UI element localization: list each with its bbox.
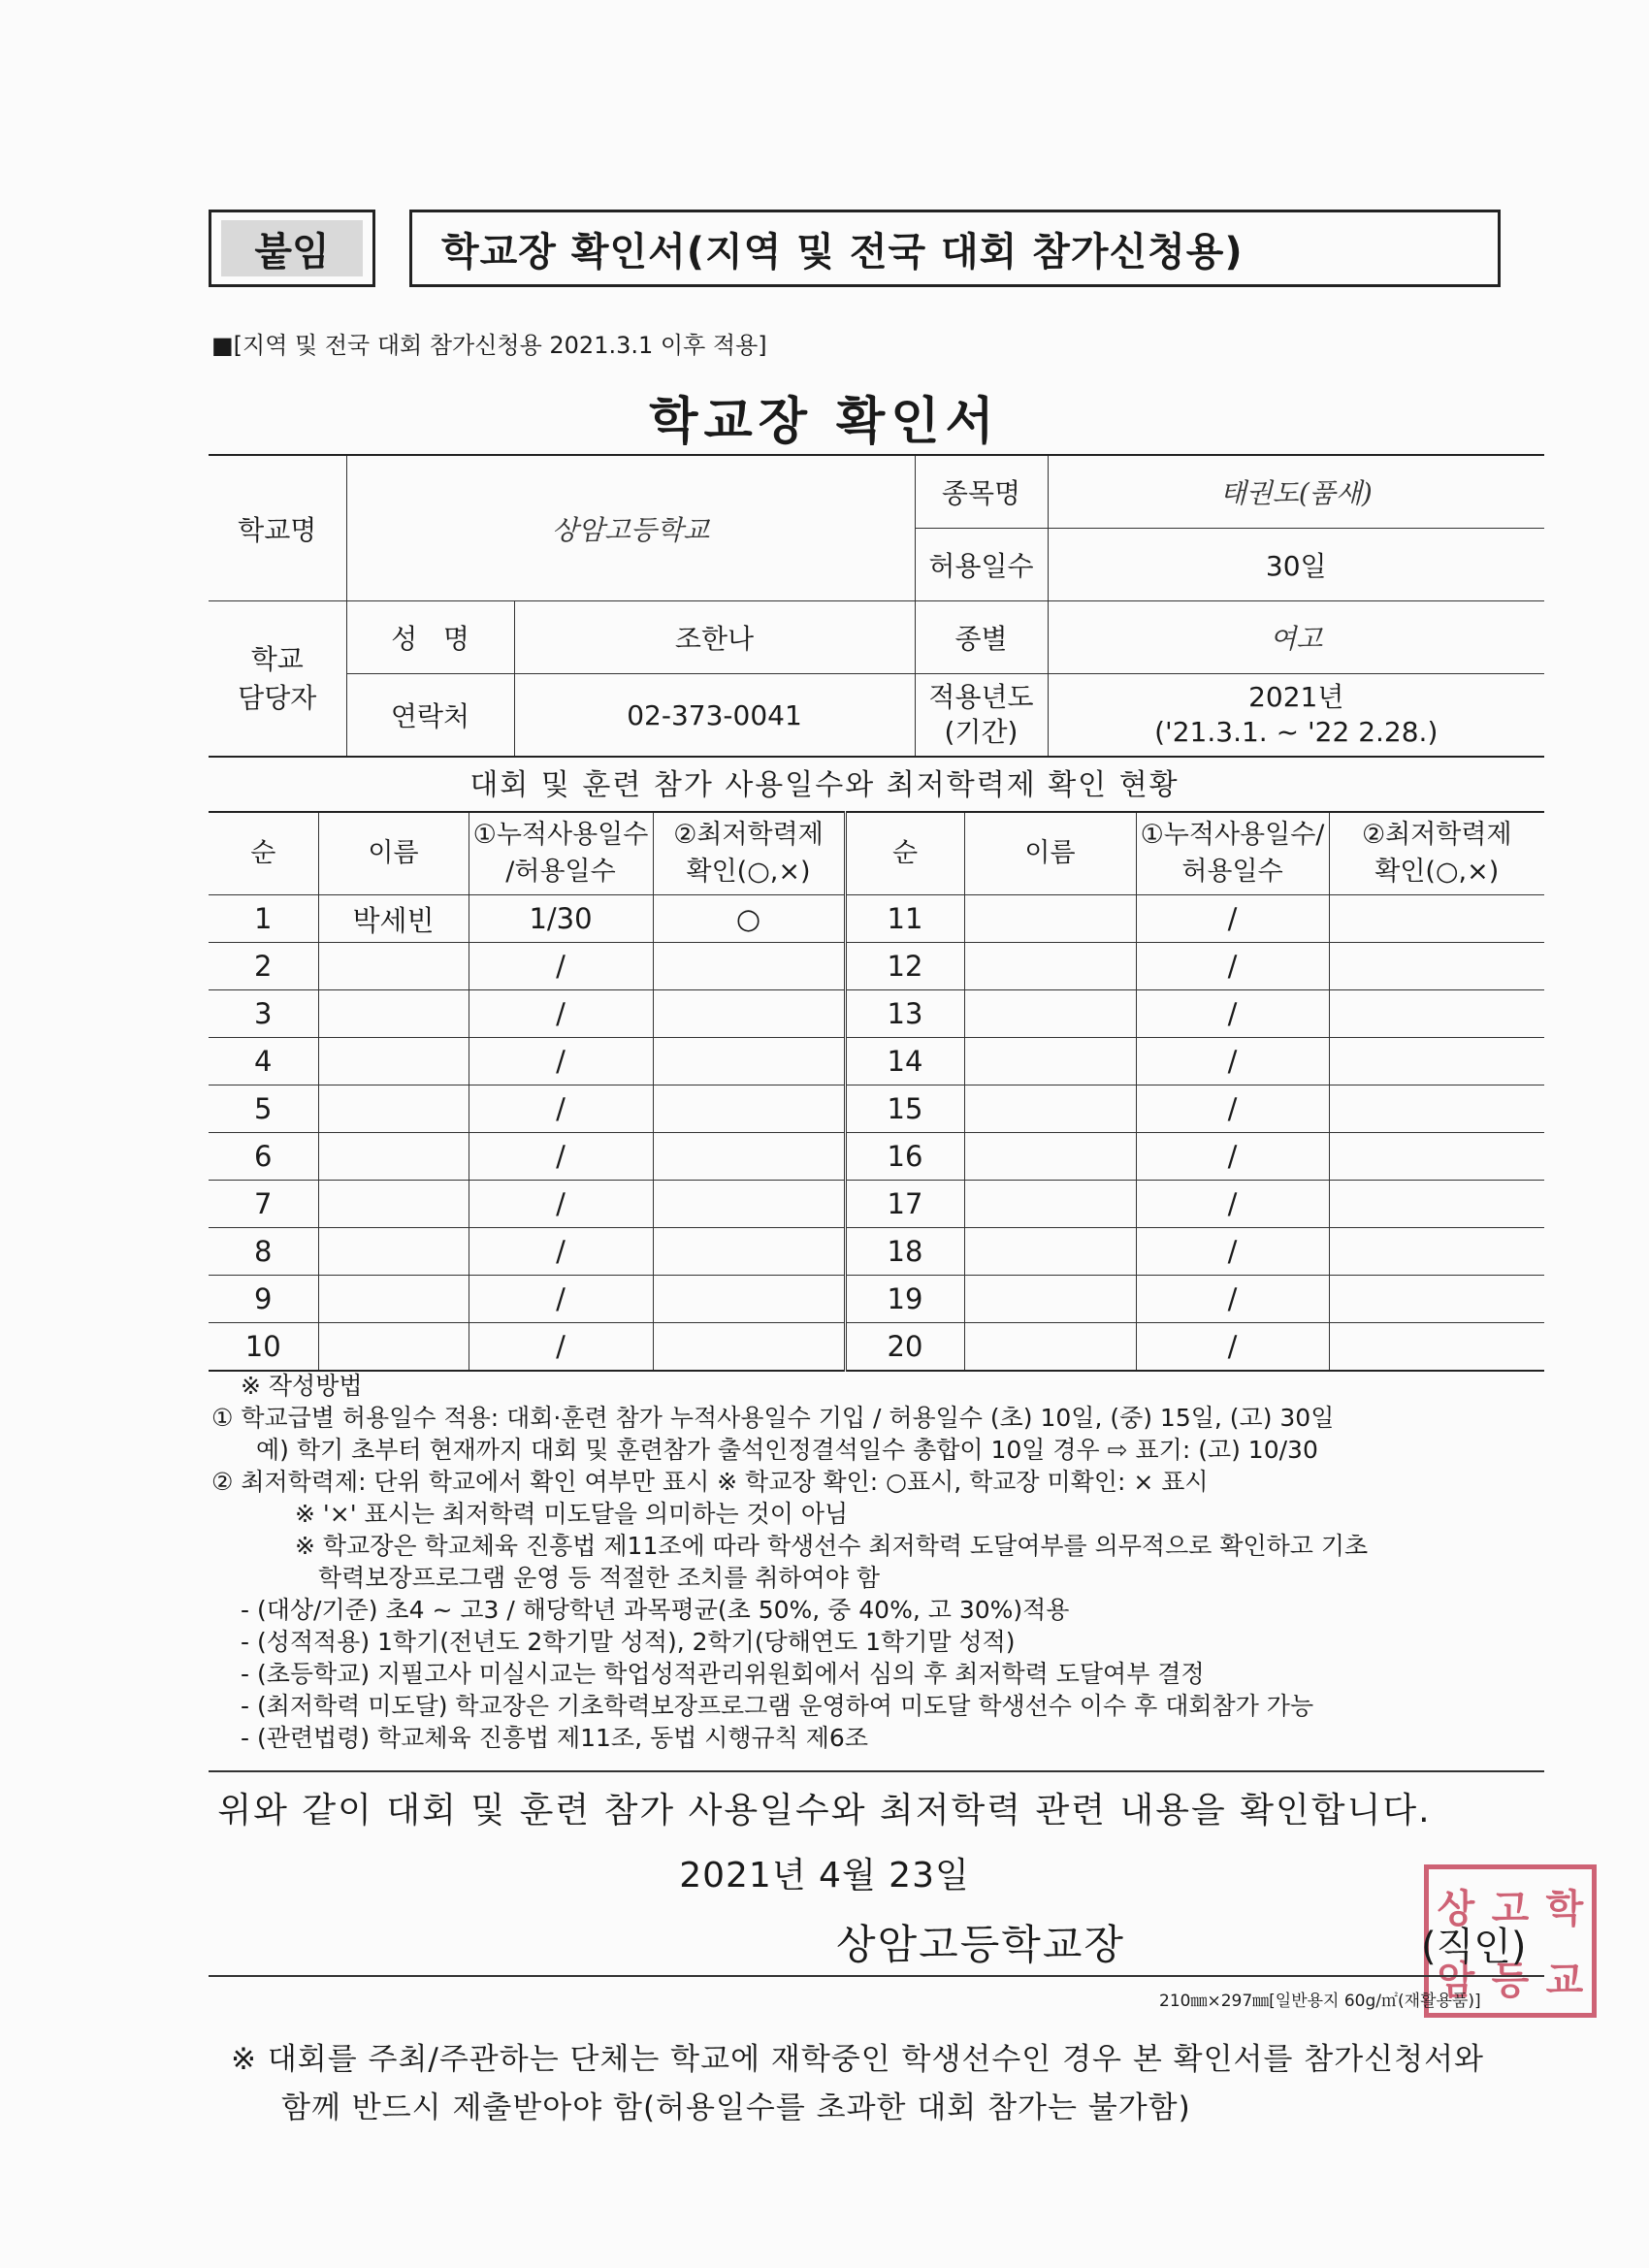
manager-label: 학교 담당자 [209,601,346,758]
row-check [1329,1276,1544,1323]
table-row [209,1323,1544,1372]
row-check [1329,943,1544,990]
col-header-days-2: ①누적사용일수/ 허용일수 [1136,812,1329,895]
page-title: 학교장 확인서 [649,393,1000,451]
footer-note [231,2035,1484,2132]
row-days: / [469,943,653,990]
confirmation-statement: 위와 같이 대회 및 훈련 참가 사용일수와 최저학력 관련 내용을 확인합니다. [217,1791,1432,1831]
table-row [209,1276,1544,1323]
seal-char: 등 [1491,1958,1530,2003]
row-name [964,1133,1136,1181]
col-header-check-2: ②최저학력제 확인(○,×) [1329,812,1544,895]
row-name [318,1038,469,1085]
row-days: / [1136,990,1329,1038]
table-row [209,943,1544,990]
table-row [209,1038,1544,1085]
note-detail-1: - (대상/기준) 초4 ~ 고3 / 해당학년 과목평균(초 50%, 중 40%, 고 30%)적용 [241,1596,1070,1624]
row-days: / [1136,1038,1329,1085]
row-number: 20 [845,1323,964,1372]
paper-spec: 210㎜×297㎜[일반용지 60g/㎡(재활용품)] [1159,1992,1481,2011]
row-number: 4 [209,1038,318,1085]
contact-label: 연락처 [346,674,514,758]
row-name: 박세빈 [318,895,469,943]
row-number: 6 [209,1133,318,1181]
table-row [209,895,1544,943]
row-name [964,1181,1136,1228]
category-label: 종별 [915,601,1048,674]
contact-value: 02-373-0041 [514,674,915,758]
seal-char: 암 [1437,1958,1475,2003]
row-number: 2 [209,943,318,990]
event-value: 태권도(품새) [1048,455,1544,529]
row-days: / [1136,1181,1329,1228]
row-days: / [1136,895,1329,943]
row-number: 15 [845,1085,964,1133]
row-name [318,990,469,1038]
row-check [653,1181,845,1228]
manager-name-label: 성 명 [346,601,514,674]
applicability-note: ■[지역 및 전국 대회 참가신청용 2021.3.1 이후 적용] [211,332,767,359]
divider-bottom [209,1975,1544,1977]
row-name [964,1228,1136,1276]
year-label: 적용년도 (기간) [915,674,1048,758]
row-days: / [469,1133,653,1181]
school-name-label: 학교명 [209,455,346,601]
row-number: 1 [209,895,318,943]
table-row [209,1228,1544,1276]
row-number: 17 [845,1181,964,1228]
row-check [653,1038,845,1085]
col-header-no: 순 [209,812,318,895]
notes-heading: ※ 작성방법 [241,1372,363,1400]
note-detail-4: - (최저학력 미도달) 학교장은 기초학력보장프로그램 운영하여 미도달 학생선수 이수 후 대회참가 가능 [241,1692,1314,1720]
row-check: ○ [653,895,845,943]
row-name [318,1133,469,1181]
seal-char: 교 [1545,1958,1584,2003]
row-days: / [469,1085,653,1133]
row-days: / [1136,943,1329,990]
row-days: / [469,1038,653,1085]
row-name [318,1228,469,1276]
footer-line-1: ※ 대회를 주최/주관하는 단체는 학교에 재학중인 학생선수인 경우 본 확인서를 참가신청서와 [231,2042,1484,2077]
row-number: 19 [845,1276,964,1323]
form-title: 학교장 확인서(지역 및 전국 대회 참가신청용) [409,210,1501,287]
year-value: 2021년 ('21.3.1. ~ '22 2.28.) [1048,674,1544,758]
row-name [964,1323,1136,1372]
row-check [1329,990,1544,1038]
seal-char: 고 [1491,1886,1530,1931]
col-header-days: ①누적사용일수 /허용일수 [469,812,653,895]
col-header-name: 이름 [318,812,469,895]
row-check [1329,1323,1544,1372]
note-detail-3: - (초등학교) 지필고사 미실시교는 학업성적관리위원회에서 심의 후 최저학력 도달여부 결정 [241,1660,1205,1688]
note-2: ② 최저학력제: 단위 학교에서 확인 여부만 표시 ※ 학교장 확인: ○표시, 학교장 미확인: × 표시 [211,1468,1209,1496]
col-header-no-2: 순 [845,812,964,895]
row-days: / [469,1181,653,1228]
row-name [964,1276,1136,1323]
row-name [964,895,1136,943]
row-check [653,990,845,1038]
row-days: / [1136,1323,1329,1372]
row-days: / [469,1228,653,1276]
row-number: 16 [845,1133,964,1181]
divider [209,1770,1544,1772]
row-number: 10 [209,1323,318,1372]
row-days: / [1136,1276,1329,1323]
row-check [1329,1133,1544,1181]
row-check [1329,1085,1544,1133]
row-number: 12 [845,943,964,990]
table-row [209,1181,1544,1228]
row-check [653,1085,845,1133]
row-name [964,943,1136,990]
footer-line-2: 함께 반드시 제출받아야 함(허용일수를 초과한 대회 참가는 불가함) [281,2090,1191,2125]
participation-table [209,811,1544,1372]
row-number: 14 [845,1038,964,1085]
row-check [1329,1181,1544,1228]
note-detail-2: - (성적적용) 1학기(전년도 2학기말 성적), 2학기(당해연도 1학기말 성적) [241,1628,1016,1656]
row-days: 1/30 [469,895,653,943]
row-days: / [469,1276,653,1323]
principal-signature: 상암고등학교장 [836,1921,1126,1968]
row-number: 8 [209,1228,318,1276]
row-check [1329,1228,1544,1276]
row-name [318,1085,469,1133]
attachment-label: 붙임 [221,220,363,276]
issue-date: 2021년 4월 23일 [679,1856,970,1895]
row-number: 18 [845,1228,964,1276]
attachment-label-box [209,210,375,287]
row-check [653,1323,845,1372]
category-value: 여고 [1048,601,1544,674]
row-check [653,1133,845,1181]
note-2-b-cont: 학력보장프로그램 운영 등 적절한 조치를 취하여야 함 [318,1564,880,1592]
row-days: / [469,1323,653,1372]
row-check [653,1228,845,1276]
row-name [318,1323,469,1372]
row-number: 9 [209,1276,318,1323]
row-number: 11 [845,895,964,943]
row-check [653,1276,845,1323]
note-1: ① 학교급별 허용일수 적용: 대회·훈련 참가 누적사용일수 기입 / 허용일수 (초) 10일, (중) 15일, (고) 30일 [211,1404,1335,1432]
school-name-value: 상암고등학교 [346,455,915,601]
manager-name-value: 조한나 [514,601,915,674]
allowed-days-label: 허용일수 [915,529,1048,601]
note-2-a: ※ '×' 표시는 최저학력 미도달을 의미하는 것이 아님 [295,1500,849,1528]
col-header-name-2: 이름 [964,812,1136,895]
info-table [209,454,1544,758]
note-detail-5: - (관련법령) 학교체육 진흥법 제11조, 동법 시행규칙 제6조 [241,1724,868,1752]
allowed-days-value: 30일 [1048,529,1544,601]
table-row [209,1085,1544,1133]
row-number: 7 [209,1181,318,1228]
row-number: 3 [209,990,318,1038]
row-number: 5 [209,1085,318,1133]
row-check [1329,1038,1544,1085]
note-1-example: 예) 학기 초부터 현재까지 대회 및 훈련참가 출석인정결석일수 총합이 10일 경우 ⇨ 표기: (고) 10/30 [256,1436,1318,1464]
writing-instructions [211,1370,1550,1754]
seal-mark: (직인) [1421,1925,1527,1969]
event-label: 종목명 [915,455,1048,529]
seal-char: 상 [1437,1886,1475,1931]
row-name [318,1276,469,1323]
row-name [318,1181,469,1228]
row-check [653,943,845,990]
row-name [964,990,1136,1038]
section-title: 대회 및 훈련 참가 사용일수와 최저학력제 확인 현황 [469,768,1180,802]
row-name [964,1085,1136,1133]
row-days: / [469,990,653,1038]
row-check [1329,895,1544,943]
row-days: / [1136,1085,1329,1133]
seal-char: 학 [1545,1886,1584,1931]
table-row [209,990,1544,1038]
table-row [209,1133,1544,1181]
note-2-b: ※ 학교장은 학교체육 진흥법 제11조에 따라 학생선수 최저학력 도달여부를 의무적으로 확인하고 기초 [295,1532,1369,1560]
row-days: / [1136,1133,1329,1181]
row-days: / [1136,1228,1329,1276]
row-number: 13 [845,990,964,1038]
row-name [318,943,469,990]
col-header-check: ②최저학력제 확인(○,×) [653,812,845,895]
row-name [964,1038,1136,1085]
